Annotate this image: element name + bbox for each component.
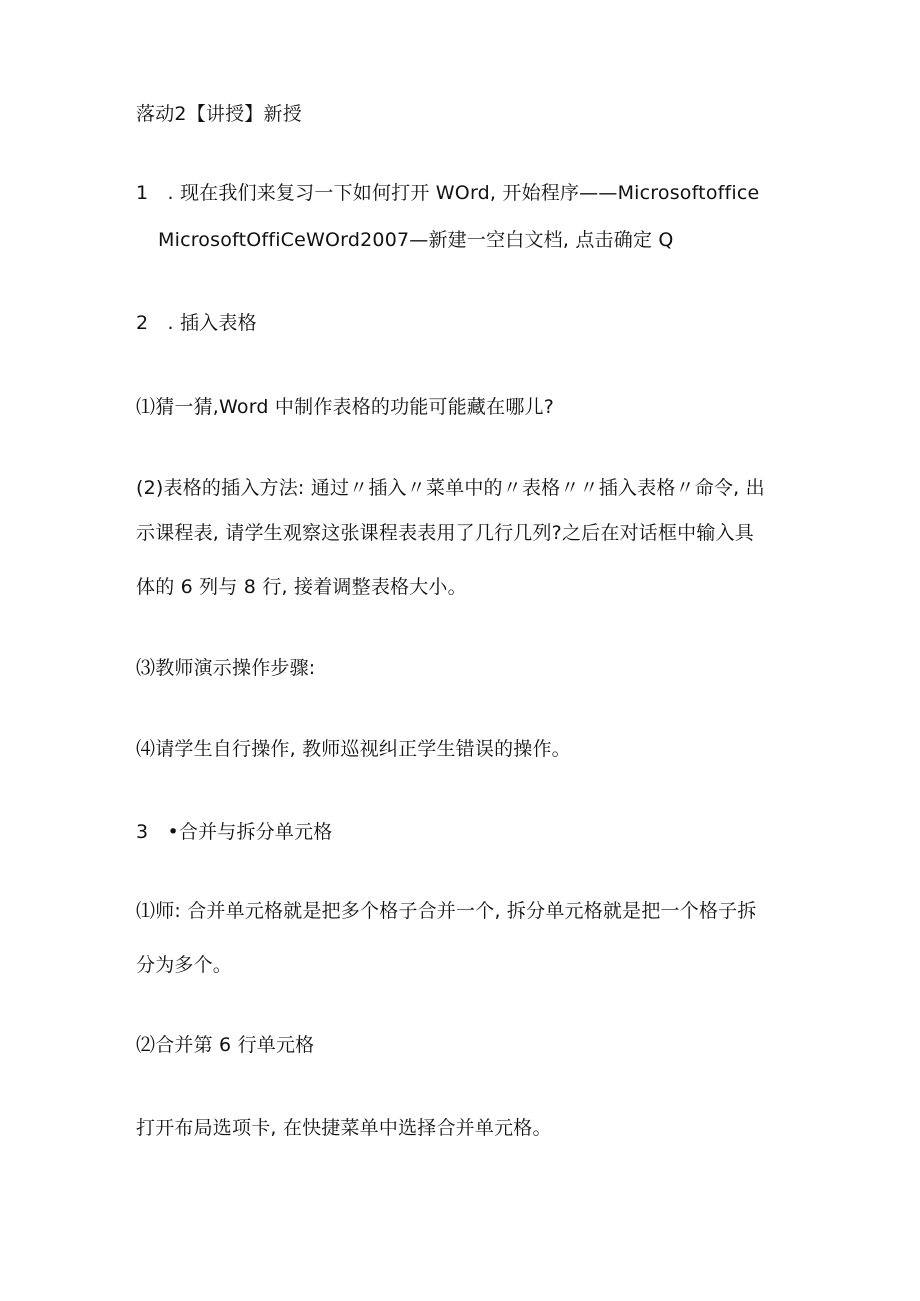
section-heading: 落动2【讲授】新授 bbox=[136, 103, 302, 125]
step-2-item-4: ⑷请学生自行操作, 教师巡视纠正学生错误的操作。 bbox=[136, 738, 571, 760]
step-2-item-1: ⑴猜一猜,Word 中制作表格的功能可能藏在哪儿? bbox=[136, 396, 555, 418]
step-2-item-3: ⑶教师演示操作步骤: bbox=[136, 657, 316, 679]
step-2-title: 2 . 插入表格 bbox=[136, 312, 257, 334]
step-3-item-3: 打开布局选项卡, 在快捷菜单中选择合并单元格。 bbox=[136, 1117, 552, 1139]
step-3-item-1-line-1: ⑴师: 合并单元格就是把多个格子合并一个, 拆分单元格就是把一个格子拆 bbox=[136, 900, 757, 922]
step-3-title: 3 •合并与拆分单元格 bbox=[136, 821, 333, 843]
step-2-item-2-line-3: 体的 6 列与 8 行, 接着调整表格大小。 bbox=[136, 576, 467, 598]
step-2-item-2-line-1: (2)表格的插入方法: 通过〃插入〃菜单中的〃表格〃〃插入表格〃命令, 出 bbox=[136, 477, 765, 499]
step-2-item-2-line-2: 示课程表, 请学生观察这张课程表表用了几行几列?之后在对话框中输入具 bbox=[136, 522, 754, 544]
step-3-item-1-line-2: 分为多个。 bbox=[136, 954, 233, 976]
step-1-line-2: MicrosoftOffiCeWOrd2007—新建一空白文档, 点击确定 Q bbox=[158, 229, 674, 251]
step-1-line-1: 1 . 现在我们来复习一下如何打开 WOrd, 开始程序——Microsoftoffice bbox=[136, 182, 760, 204]
step-3-item-2: ⑵合并第 6 行单元格 bbox=[136, 1034, 315, 1056]
